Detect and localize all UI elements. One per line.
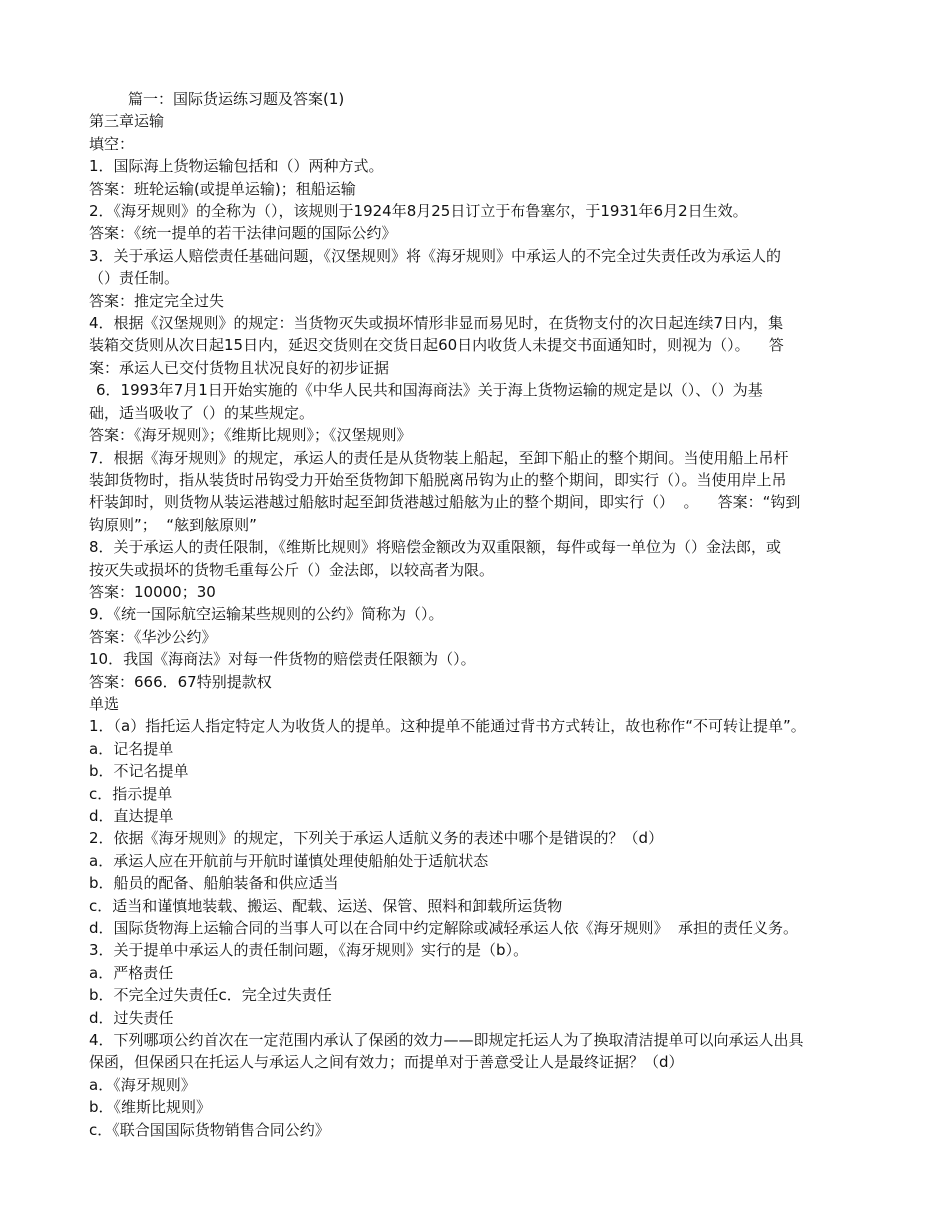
question-line: 保函，但保函只在托运人与承运人之间有效力；而提单对于善意受让人是最终证据？（d）	[89, 1053, 684, 1072]
question-line: 2．《海牙规则》的全称为（），该规则于1924年8月25日订立于布鲁塞尔，于1931年6月2日生效。	[89, 202, 748, 221]
option-line: c．适当和谨慎地装载、搬运、配载、运送、保管、照料和卸载所运货物	[89, 896, 563, 915]
answer-line: 答案：《海牙规则》；《维斯比规则》；《汉堡规则》	[89, 426, 412, 445]
option-line: b．船员的配备、船舶装备和供应适当	[89, 874, 339, 893]
document-page	[89, 88, 869, 1141]
question-line: 9．《统一国际航空运输某些规则的公约》简称为（）。	[89, 605, 444, 624]
option-line: b．《维斯比规则》	[89, 1098, 212, 1117]
question-line: 8．关于承运人的责任限制，《维斯比规则》将赔偿金额改为双重限额，每件或每一单位为（）金法郎，或	[89, 538, 782, 557]
option-line: d．直达提单	[89, 807, 174, 825]
question-line: （）责任制。	[89, 269, 180, 288]
question-line: 装卸货物时，指从装货时吊钩受力开始至货物卸下船脱离吊钩为止的整个期间，即实行（）。当使用岸上吊	[89, 470, 787, 489]
answer-line: 答案：《华沙公约》	[89, 627, 217, 646]
question-line: 7．根据《海牙规则》的规定，承运人的责任是从货物装上船起，至卸下船止的整个期间。当使用船上吊杆	[89, 448, 789, 467]
question-line: 4．下列哪项公约首次在一定范围内承认了保函的效力——即规定托运人为了换取清洁提单可以向承运人出具	[89, 1031, 804, 1050]
answer-line: 案：承运人已交付货物且状况良好的初步证据	[89, 358, 390, 377]
chapter-heading: 第三章运输	[89, 112, 165, 131]
question-line: 3．关于承运人赔偿责任基础问题，《汉堡规则》将《海牙规则》中承运人的不完全过失责任改为承运人的	[89, 246, 782, 265]
question-line: 4．根据《汉堡规则》的规定：当货物灭失或损坏情形非显而易见时，在货物支付的次日起连续7日内，集	[89, 314, 784, 333]
option-line: a．严格责任	[89, 963, 174, 982]
section-heading-single: 单选	[89, 694, 120, 713]
document-title: 篇一：国际货运练习题及答案(1)	[128, 90, 345, 108]
question-line: 杆装卸时，则货物从装运港越过船舷时起至卸货港越过船舷为止的整个期间，即实行（） 。 答案：“钩到	[89, 493, 801, 512]
answer-line: 答案：666．67特别提款权	[89, 672, 272, 691]
option-line: a．承运人应在开航前与开航时谨慎处理使船舶处于适航状态	[89, 851, 489, 870]
answer-line: 钩原则”； “舷到舷原则”	[89, 515, 257, 534]
option-line: b．不完全过失责任c．完全过失责任	[89, 986, 332, 1005]
question-line: 础，适当吸收了（）的某些规定。	[89, 403, 315, 422]
question-line: 装箱交货则从次日起15日内，延迟交货则在交货日起60日内收货人未提交书面通知时，则视为（）。 答	[89, 336, 784, 355]
question-line: 1．国际海上货物运输包括和（）两种方式。	[89, 157, 384, 176]
option-line: b．不记名提单	[89, 762, 189, 781]
answer-line: 答案：班轮运输(或提单运输)；租船运输	[89, 179, 356, 198]
option-line: d．过失责任	[89, 1008, 174, 1027]
section-heading-fill: 填空：	[89, 134, 135, 153]
question-line: 1．（a）指托运人指定特定人为收货人的提单。这种提单不能通过背书方式转让，故也称作“不可转让提单”。	[89, 717, 806, 736]
question-line: 按灭失或损坏的货物毛重每公斤（）金法郎，以较高者为限。	[89, 560, 495, 579]
question-line: 10．我国《海商法》对每一件货物的赔偿责任限额为（）。	[89, 650, 476, 669]
answer-line: 答案：推定完全过失	[89, 291, 225, 310]
option-line: d．国际货物海上运输合同的当事人可以在合同中约定解除或减轻承运人依《海牙规则》 承担的责任义务。	[89, 919, 799, 938]
option-line: c．《联合国国际货物销售合同公约》	[89, 1120, 330, 1139]
option-line: c．指示提单	[89, 784, 173, 803]
option-line: a．记名提单	[89, 739, 174, 758]
option-line: a．《海牙规则》	[89, 1075, 196, 1094]
answer-line: 答案：《统一提单的若干法律问题的国际公约》	[89, 224, 397, 243]
question-line: 6．1993年7月1日开始实施的《中华人民共和国海商法》关于海上货物运输的规定是以（）、（）为基	[96, 381, 763, 400]
question-line: 3．关于提单中承运人的责任制问题，《海牙规则》实行的是（b）。	[89, 941, 529, 960]
answer-line: 答案：10000；30	[89, 582, 216, 601]
question-line: 2．依据《海牙规则》的规定，下列关于承运人适航义务的表述中哪个是错误的？（d）	[89, 829, 664, 848]
